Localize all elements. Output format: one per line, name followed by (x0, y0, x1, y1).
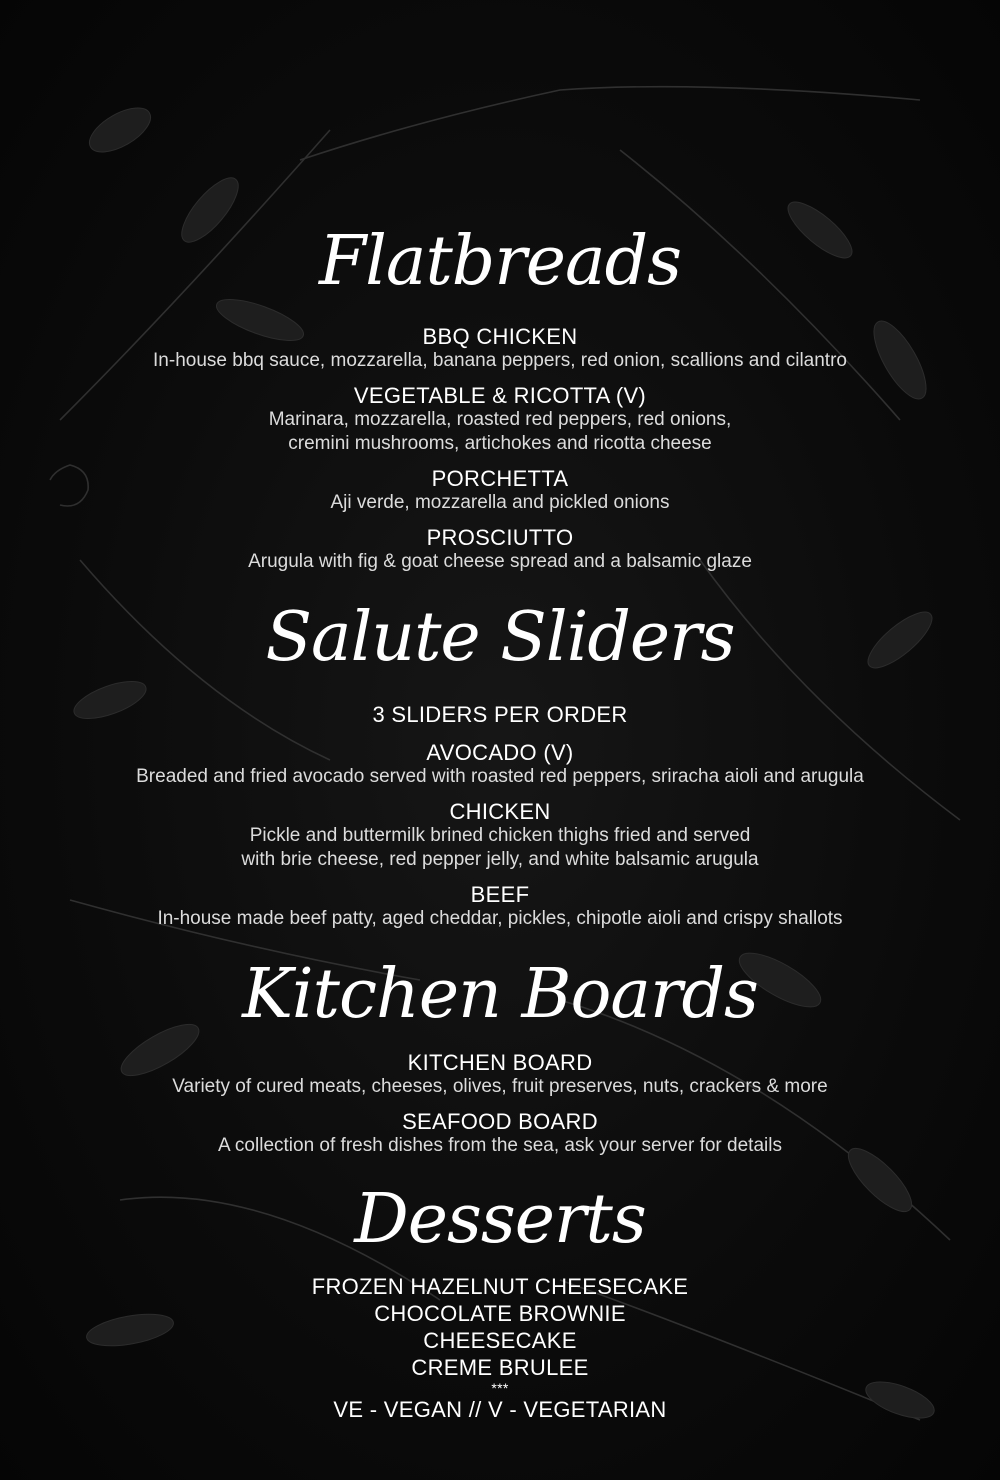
separator: *** (491, 1380, 509, 1396)
sliders-heading: Salute Sliders (265, 598, 735, 677)
desserts-heading: Desserts (354, 1180, 646, 1259)
menu-item-name: CHICKEN (449, 799, 551, 824)
dietary-legend: VE - VEGAN // V - VEGETARIAN (333, 1397, 667, 1422)
menu-item-description: Aji verde, mozzarella and pickled onions (330, 492, 670, 513)
menu-item-name: PORCHETTA (431, 466, 569, 491)
menu-item-description: Arugula with fig & goat cheese spread and a balsamic glaze (248, 551, 752, 572)
menu-item-description: A collection of fresh dishes from the sea, ask your server for details (218, 1135, 782, 1156)
menu-item-name: BBQ CHICKEN (422, 324, 578, 349)
menu-item-name: BEEF (470, 882, 530, 907)
menu-item-description: Breaded and fried avocado served with roasted red peppers, sriracha aioli and arugula (136, 766, 864, 787)
menu-item-description: Variety of cured meats, cheeses, olives, fruit preserves, nuts, crackers & more (172, 1076, 828, 1097)
dessert-item: CREME BRULEE (411, 1355, 589, 1380)
menu-item-description: Marinara, mozzarella, roasted red peppers, red onions, (268, 409, 732, 430)
dessert-item: CHOCOLATE BROWNIE (374, 1301, 626, 1326)
sliders-note: 3 SLIDERS PER ORDER (372, 702, 628, 727)
menu-item-description: In-house bbq sauce, mozzarella, banana peppers, red onion, scallions and cilantro (153, 350, 847, 371)
menu-item-description: In-house made beef patty, aged cheddar, pickles, chipotle aioli and crispy shallots (157, 908, 843, 929)
menu-item-name: SEAFOOD BOARD (402, 1109, 598, 1134)
menu-item-name: AVOCADO (V) (426, 740, 574, 765)
boards-heading: Kitchen Boards (242, 955, 758, 1034)
menu-item-description: with brie cheese, red pepper jelly, and white balsamic arugula (241, 849, 759, 870)
dessert-item: CHEESECAKE (423, 1328, 577, 1353)
flatbreads-heading: Flatbreads (318, 222, 682, 301)
menu-item-name: KITCHEN BOARD (407, 1050, 593, 1075)
dessert-item: FROZEN HAZELNUT CHEESECAKE (311, 1274, 689, 1299)
menu-item-description: cremini mushrooms, artichokes and ricotta cheese (288, 433, 712, 454)
menu-item-description: Pickle and buttermilk brined chicken thighs fried and served (249, 825, 751, 846)
menu-item-name: PROSCIUTTO (426, 525, 574, 550)
menu-item-name: VEGETABLE & RICOTTA (V) (353, 383, 647, 408)
